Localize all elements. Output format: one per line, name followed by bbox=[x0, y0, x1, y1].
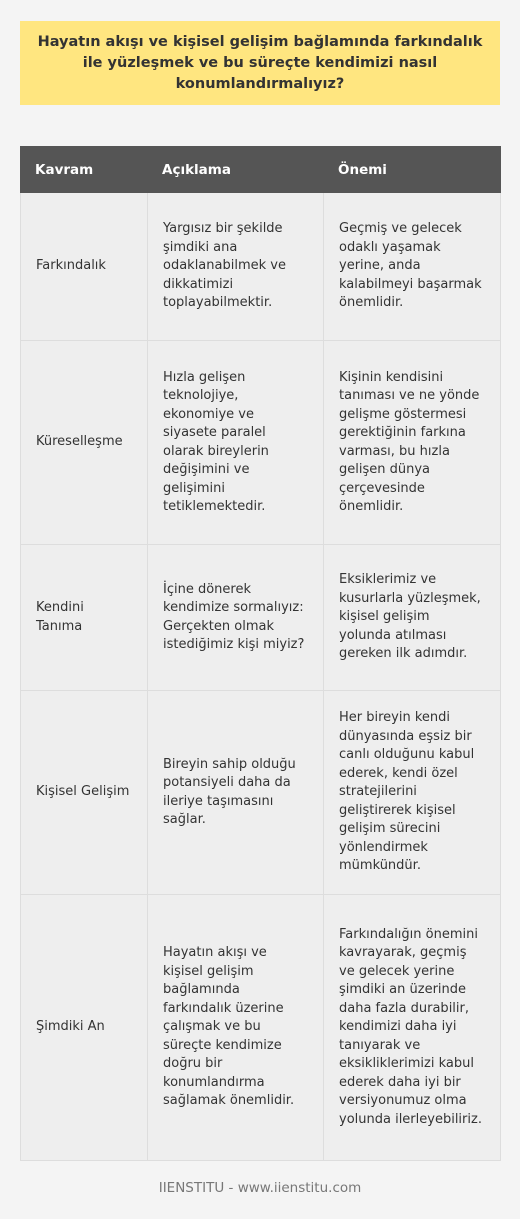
cell-aciklama: Bireyin sahip olduğu potansiyeli daha da ileriye taşımasını sağlar. bbox=[148, 691, 324, 895]
footer-credit: IIENSTITU - www.iienstitu.com bbox=[158, 1180, 362, 1196]
cell-aciklama: Hayatın akışı ve kişisel gelişim bağlamında farkındalık üzerine çalışmak ve bu süreçte kendimize doğru bir konumlandırma sağlamak önemlidir. bbox=[148, 895, 324, 1161]
header-kavram: Kavram bbox=[21, 147, 148, 193]
cell-aciklama: Hızla gelişen teknolojiye, ekonomiye ve siyasete paralel olarak bireylerin değişimini ve gelişimini tetiklemektedir. bbox=[148, 341, 324, 545]
page-title: Hayatın akışı ve kişisel gelişim bağlamında farkındalık ile yüzleşmek ve bu süreçte kendimizi nasıl konumlandırmalıyız? bbox=[37, 33, 483, 92]
cell-kavram: Kendini Tanıma bbox=[21, 545, 148, 691]
cell-onemi: Kişinin kendisini tanıması ve ne yönde gelişme göstermesi gerektiğinin farkına varması, bu hızla gelişen dünya çerçevesinde önemlidir. bbox=[324, 341, 501, 545]
header-aciklama: Açıklama bbox=[148, 147, 324, 193]
table-header-row bbox=[21, 147, 501, 193]
header-onemi: Önemi bbox=[324, 147, 501, 193]
cell-onemi: Farkındalığın önemini kavrayarak, geçmiş ve gelecek yerine şimdiki an üzerinde daha fazla durabilir, kendimizi daha iyi tanıyarak ve eksikliklerimizi kabul ederek daha iyi bir versiyonumuz olma yolunda ilerleyebiliriz. bbox=[324, 895, 501, 1161]
table-row bbox=[21, 545, 501, 691]
cell-aciklama: İçine dönerek kendimize sormalıyız: Gerçekten olmak istediğimiz kişi miyiz? bbox=[148, 545, 324, 691]
title-banner bbox=[20, 21, 500, 105]
cell-onemi: Geçmiş ve gelecek odaklı yaşamak yerine, anda kalabilmeyi başarmak önemlidir. bbox=[324, 193, 501, 341]
cell-aciklama: Yargısız bir şekilde şimdiki ana odaklanabilmek ve dikkatimizi toplayabilmektir. bbox=[148, 193, 324, 341]
cell-kavram: Küreselleşme bbox=[21, 341, 148, 545]
cell-onemi: Eksiklerimiz ve kusurlarla yüzleşmek, kişisel gelişim yolunda atılması gereken ilk adımdır. bbox=[324, 545, 501, 691]
cell-onemi: Her bireyin kendi dünyasında eşsiz bir canlı olduğunu kabul ederek, kendi özel stratejilerini geliştirerek kişisel gelişim sürecini yönlendirmek mümkündür. bbox=[324, 691, 501, 895]
cell-kavram: Farkındalık bbox=[21, 193, 148, 341]
table-row bbox=[21, 341, 501, 545]
table-row bbox=[21, 193, 501, 341]
cell-kavram: Şimdiki An bbox=[21, 895, 148, 1161]
cell-kavram: Kişisel Gelişim bbox=[21, 691, 148, 895]
concepts-table bbox=[20, 146, 501, 1161]
table-row bbox=[21, 691, 501, 895]
table-row bbox=[21, 895, 501, 1161]
